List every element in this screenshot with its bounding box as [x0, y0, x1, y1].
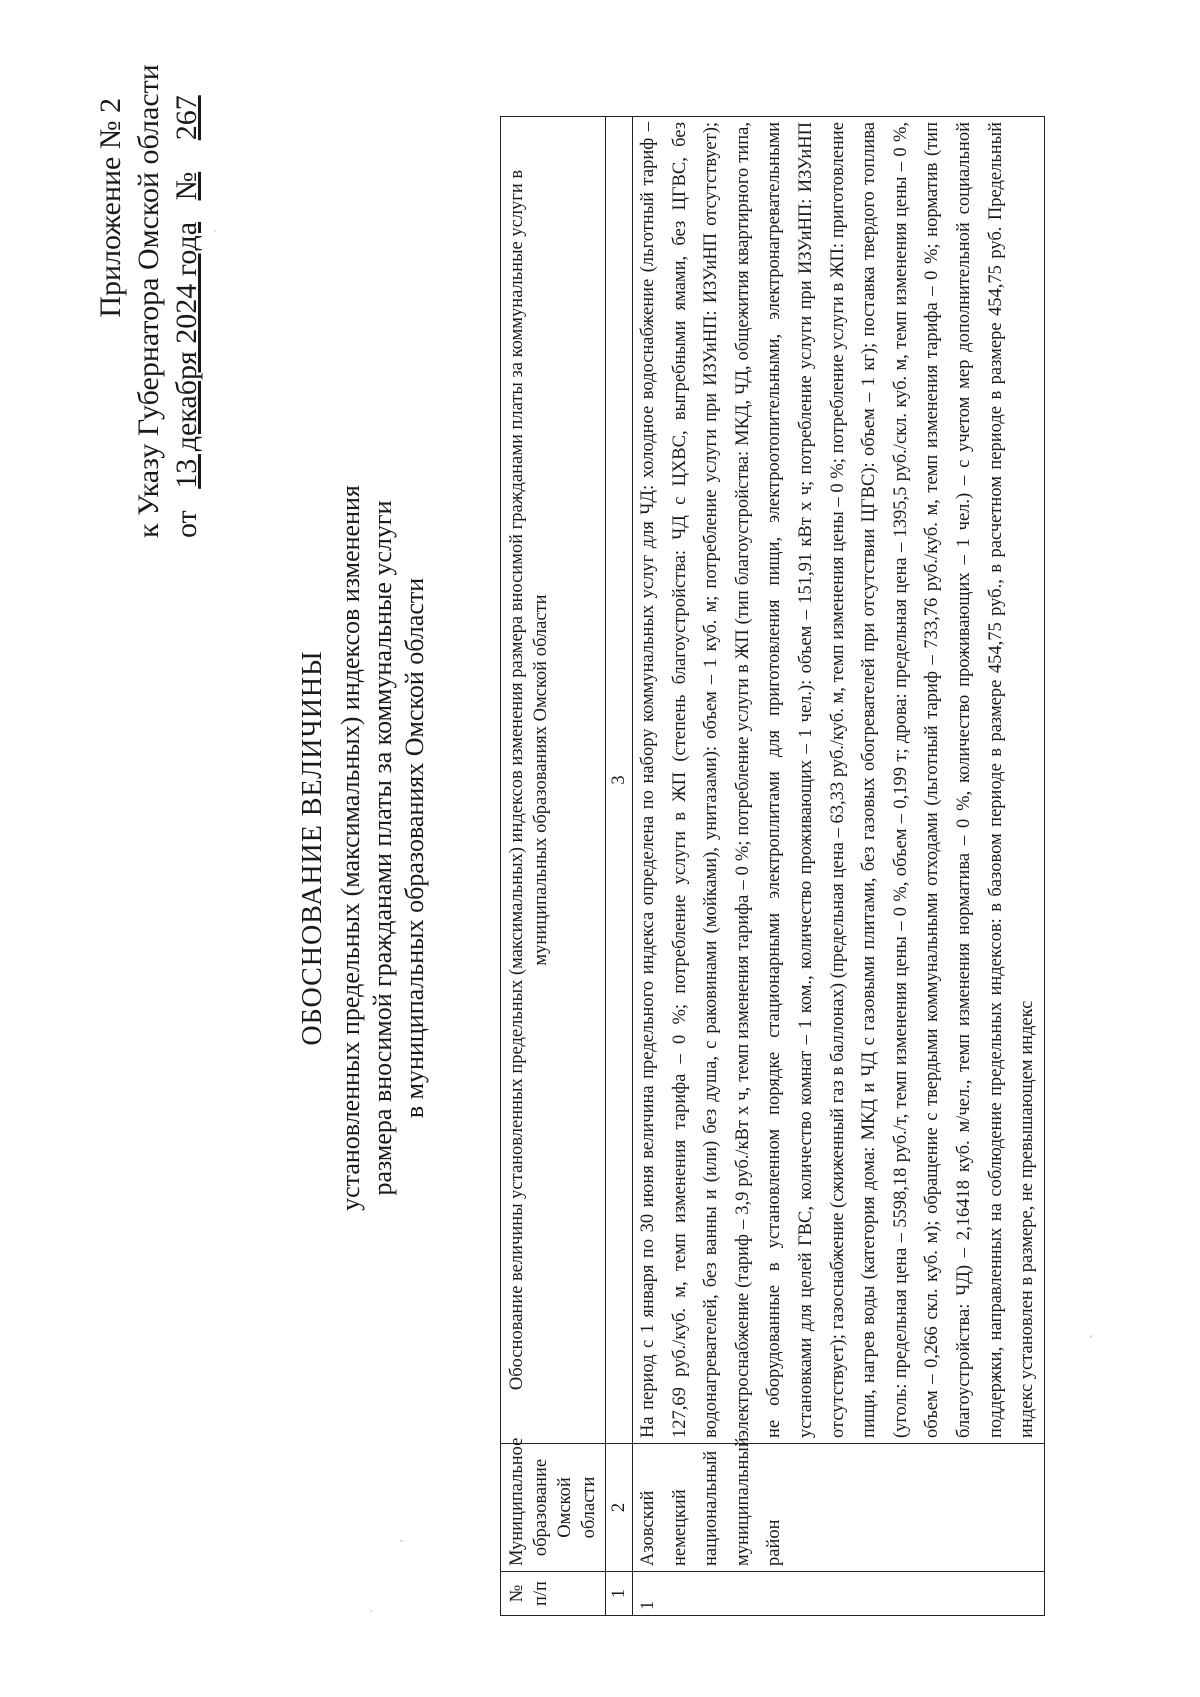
justification-table	[500, 116, 1045, 1616]
scan-speck	[400, 1540, 403, 1542]
table-header-row	[501, 117, 606, 1616]
rotated-page	[30, 28, 1170, 1668]
decree-date-line	[168, 95, 206, 538]
header-cell-municipality: Муниципальное образование Омской области	[501, 1444, 606, 1572]
column-number: 2	[606, 1444, 633, 1572]
document-subtitle	[335, 208, 431, 1488]
scan-speck	[214, 230, 216, 232]
scan-speck	[1090, 1335, 1092, 1338]
subtitle-line: размера вносимой гражданами платы за коммунальные услуги	[368, 500, 397, 1196]
municipality-name: Азовский немецкий национальный муниципальный район	[633, 1444, 1045, 1572]
document-heading	[295, 208, 431, 1488]
justification-text: На период с 1 января по 30 июня величина предельного индекса определена по набору коммунальных услуг для ЧД: холодное водоснабжение (льготный тариф – 127,69 руб./куб. м, темп изменения тарифа – 0 %; потребление услуги в ЖП (степень благоустройства: ЧД с ЦХВС, выгребными ямами, без ЦГВС, без водонагревателей, без ванны и (или) без душа, с раковинами (мойками), унитазами): объем – 1 куб. м; потребление услуги при ИЗУиНП: ИЗУиНП отсутствует); электроснабжение (тариф – 3,9 руб./кВт х ч, темп изменения тарифа – 0 %; потребление услуги в ЖП (тип благоустройства: МКД, ЧД, общежития квартирного типа, не оборудованные в установленном порядке стационарными электроплитами для приготовления пищи, электроотопительными, электронагревательными установками для целей ГВС, количество комнат – 1 ком., количество проживающих – 1 чел.): объем – 151,91 кВт х ч; потребление услуги при ИЗУиНП: ИЗУиНП отсутствует); газоснабжение (сжиженный газ в баллонах) (предельная цена – 63,33 руб./куб. м, темп изменения цены – 0 %; потребление услуги в ЖП: приготовление пищи, нагрев воды (категория дома: МКД и ЧД с газовыми плитами, без газовых обогревателей при отсутствии ЦГВС): объем – 1 кг); поставка твердого топлива (уголь: предельная цена – 5598,18 руб./т, темп изменения цены – 0 %, объем – 0,199 т; дрова: предельная цена – 1395,5 руб./скл. куб. м, темп изменения цены – 0 %, объем – 0,266 скл. куб. м); обращение с твердыми коммунальными отходами (льготный тариф – 733,76 руб./куб. м, темп изменения тарифа – 0 %; норматив (тип благоустройства: ЧД) – 2,16418 куб. м/чел., темп изменения норматива – 0 %, количество проживающих – 1 чел.) – с учетом мер дополнительной социальной поддержки, направленных на соблюдение предельных индексов: в базовом периоде в размере 454,75 руб., в расчетном периоде в размере 454,75 руб. Предельный индекс установлен в размере, не превышающем индекс	[633, 117, 1045, 1444]
appendix-header	[92, 64, 206, 538]
decree-date: 13 декабря 2024 года	[170, 221, 203, 489]
row-number: 1	[633, 1572, 1045, 1616]
date-prefix: от	[170, 510, 203, 538]
header-cell-number: № п/п	[501, 1572, 606, 1616]
decree-number: 267	[170, 95, 203, 141]
column-number: 1	[606, 1572, 633, 1616]
subtitle-line: в муниципальных образованиях Омской области	[400, 577, 429, 1119]
column-number-row	[606, 117, 633, 1616]
header-cell-justification: Обоснование величины установленных предельных (максимальных) индексов изменения размера вносимой гражданами платы за коммунальные услуги в муниципальных образованиях Омской области	[501, 117, 606, 1444]
decree-reference: к Указу Губернатора Омской области	[132, 64, 165, 538]
column-number: 3	[606, 117, 633, 1444]
appendix-label: Приложение № 2	[94, 98, 127, 318]
subtitle-line: установленных предельных (максимальных) индексов изменения	[336, 485, 365, 1211]
scan-speck	[370, 1610, 372, 1612]
table-row	[633, 117, 1045, 1616]
number-sign: №	[170, 171, 203, 201]
document-title: ОБОСНОВАНИЕ ВЕЛИЧИНЫ	[297, 650, 328, 1046]
